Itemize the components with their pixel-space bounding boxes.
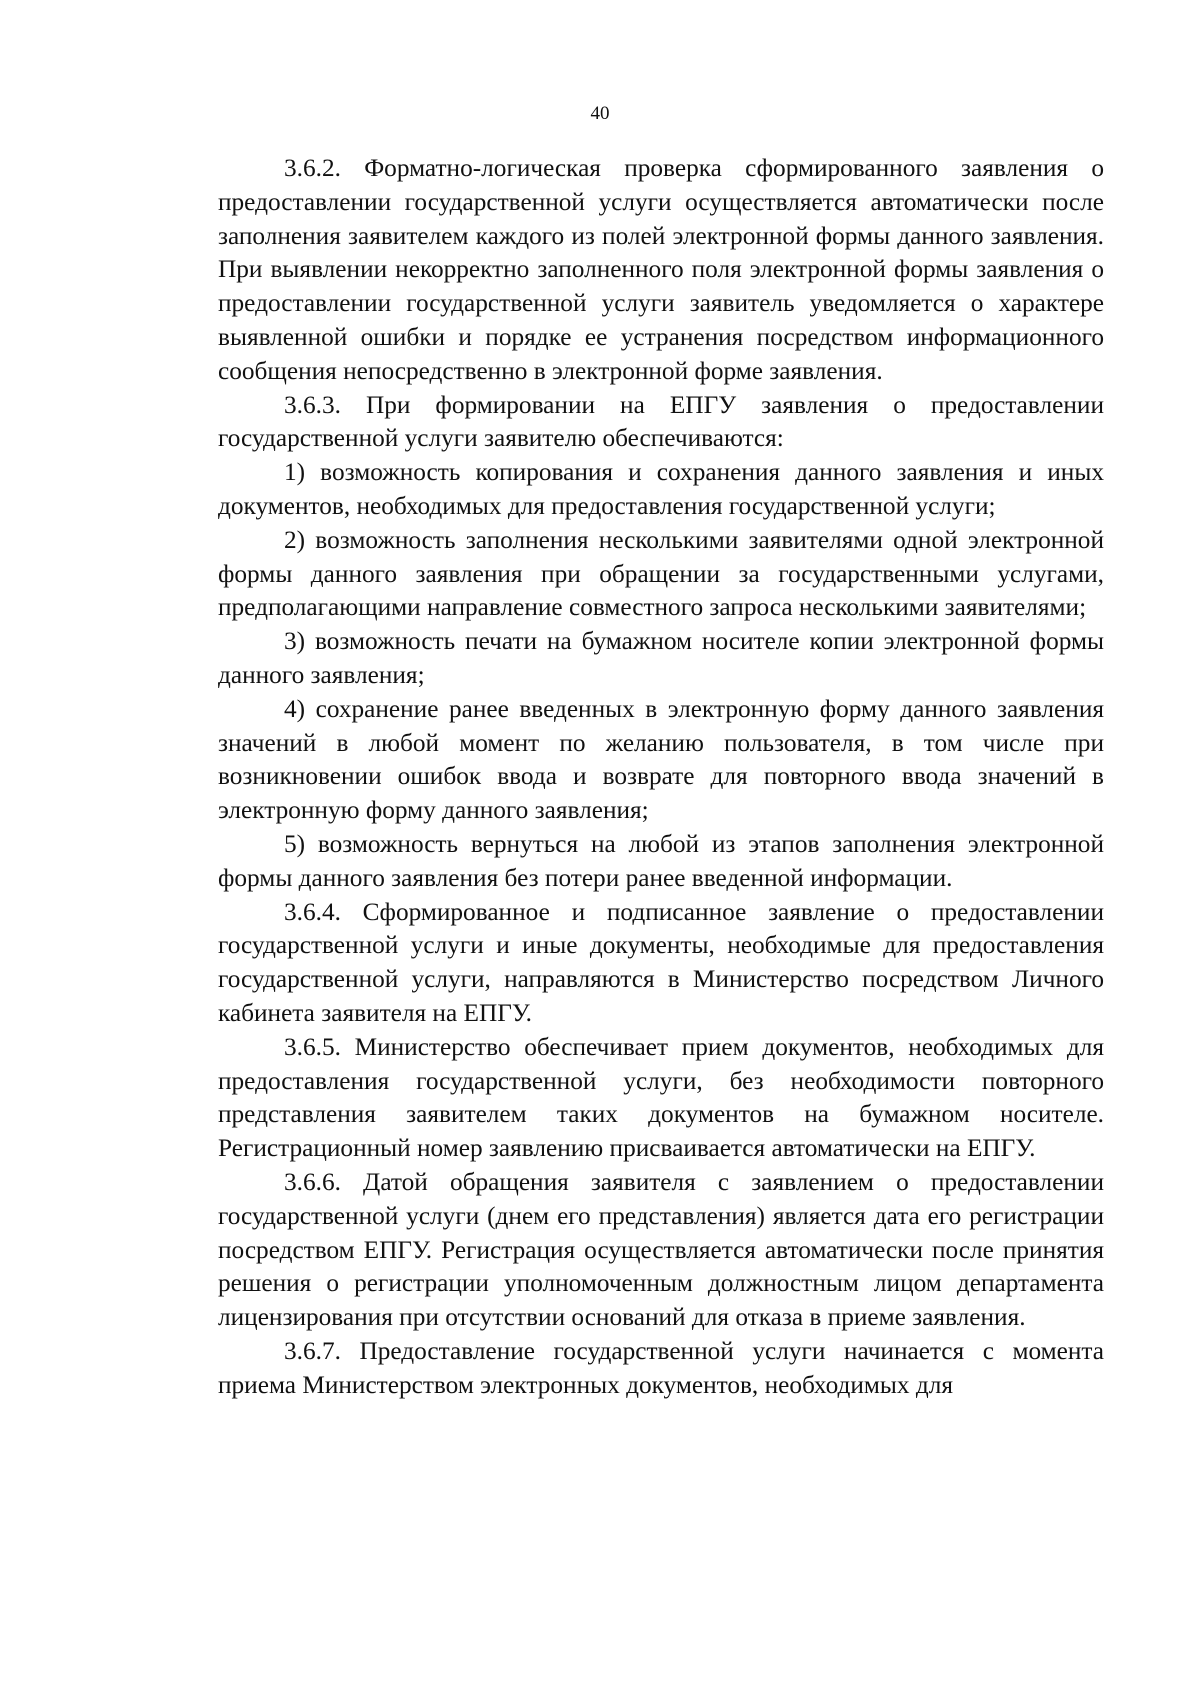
paragraph-3-6-5: 3.6.5. Министерство обеспечивает прием документов, необходимых для предоставления государственной услуги, без необходимости повторного представления заявителем таких документов на бумажном носителе. Регистрационный номер заявлению присваивается автоматически на ЕПГУ. (218, 1032, 1104, 1163)
list-item-2: 2) возможность заполнения несколькими заявителями одной электронной формы данного заявления при обращении за государственными услугами, предполагающими направление совместного запроса несколькими заявителями; (218, 525, 1104, 622)
paragraph-3-6-7: 3.6.7. Предоставление государственной услуги начинается с момента приема Министерством электронных документов, необходимых для (218, 1336, 1104, 1399)
paragraph-3-6-4: 3.6.4. Сформированное и подписанное заявление о предоставлении государственной услуги и иные документы, необходимые для предоставления государственной услуги, направляются в Министерство посредством Личного кабинета заявителя на ЕПГУ. (218, 897, 1104, 1027)
document-body (218, 152, 1104, 1402)
list-item-3: 3) возможность печати на бумажном носителе копии электронной формы данного заявления; (218, 627, 1104, 689)
paragraph-3-6-2: 3.6.2. Форматно-логическая проверка сформированного заявления о предоставлении государственной услуги осуществляется автоматически после заполнения заявителем каждого из полей электронной формы данного заявления. При выявлении некорректно заполненного поля электронной формы заявления о предоставлении государственной услуги заявитель уведомляется о характере выявленной ошибки и порядке ее устранения посредством информационного сообщения непосредственно в электронной форме заявления. (218, 154, 1104, 385)
page-number: 40 (590, 103, 610, 124)
list-item-5: 5) возможность вернуться на любой из этапов заполнения электронной формы данного заявления без потери ранее введенной информации. (218, 829, 1104, 892)
list-item-4: 4) сохранение ранее введенных в электронную форму данного заявления значений в любой момент по желанию пользователя, в том числе при возникновении ошибок ввода и возврате для повторного ввода значений в электронную форму данного заявления; (218, 694, 1104, 825)
list-item-1: 1) возможность копирования и сохранения данного заявления и иных документов, необходимых для предоставления государственной услуги; (218, 458, 1104, 520)
paragraph-3-6-3: 3.6.3. При формировании на ЕПГУ заявления о предоставлении государственной услуги заявителю обеспечиваются: (218, 390, 1104, 453)
paragraph-3-6-6: 3.6.6. Датой обращения заявителя с заявлением о предоставлении государственной услуги (днем его представления) является дата его регистрации посредством ЕПГУ. Регистрация осуществляется автоматически после принятия решения о регистрации уполномоченным должностным лицом департамента лицензирования при отсутствии оснований для отказа в приеме заявления. (218, 1167, 1104, 1332)
